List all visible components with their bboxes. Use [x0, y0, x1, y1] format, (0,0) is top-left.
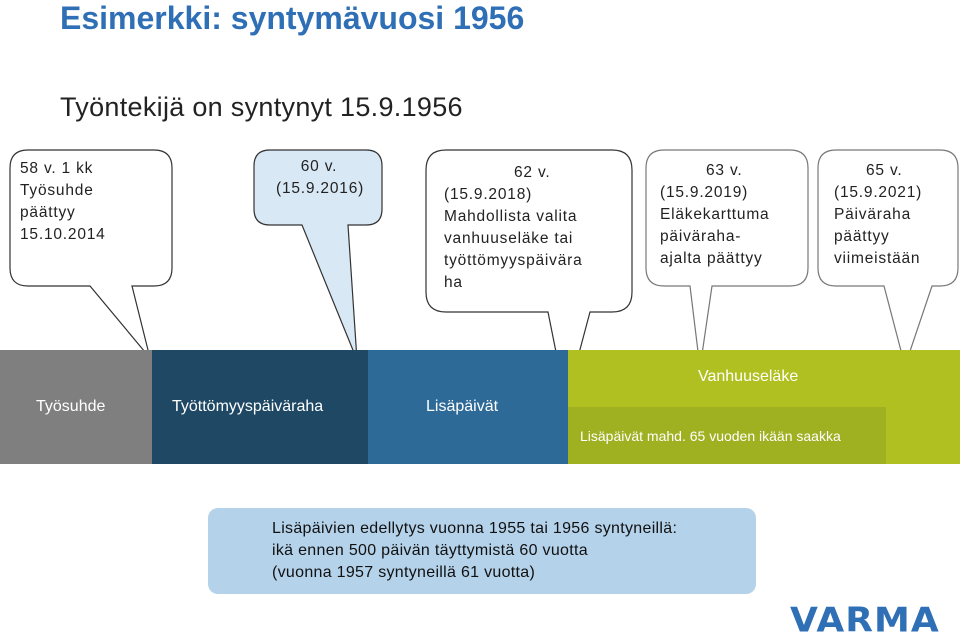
callout-65-text: 65 v. (15.9.2021) Päiväraha päättyy viimeistään: [834, 162, 923, 267]
callout-63-text: 63 v. (15.9.2019) Eläkekarttuma päiväraha- ajalta päättyy: [660, 162, 770, 267]
note-box: [208, 508, 756, 594]
varma-logo: VARMA: [790, 601, 940, 640]
page-subtitle: Työntekijä on syntynyt 15.9.1956: [60, 92, 463, 122]
page-title: Esimerkki: syntymävuosi 1956: [60, 0, 525, 36]
note-line-3: (vuonna 1957 syntyneillä 61 vuotta): [272, 564, 536, 581]
label-lisapaivat: Lisäpäivät: [426, 398, 499, 415]
label-tyottomyyspaivaraha: Työttömyyspäiväraha: [172, 398, 324, 415]
label-tyosuhde: Työsuhde: [36, 398, 106, 415]
label-lisapaivat-mahd: Lisäpäivät mahd. 65 vuoden ikään saakka: [580, 428, 841, 444]
callout-62-text: 62 v. (15.9.2018) Mahdollista valita vanhuuseläke tai työttömyyspäivära ha: [444, 164, 583, 291]
callout-60-text: 60 v. (15.9.2016): [276, 158, 365, 197]
note-line-2: ikä ennen 500 päivän täyttymistä 60 vuotta: [272, 542, 588, 559]
callout-58-text: 58 v. 1 kk Työsuhde päättyy 15.10.2014: [20, 160, 106, 243]
label-vanhuuselake: Vanhuuseläke: [698, 368, 799, 385]
note-line-1: Lisäpäivien edellytys vuonna 1955 tai 1956 syntyneillä:: [272, 520, 678, 537]
